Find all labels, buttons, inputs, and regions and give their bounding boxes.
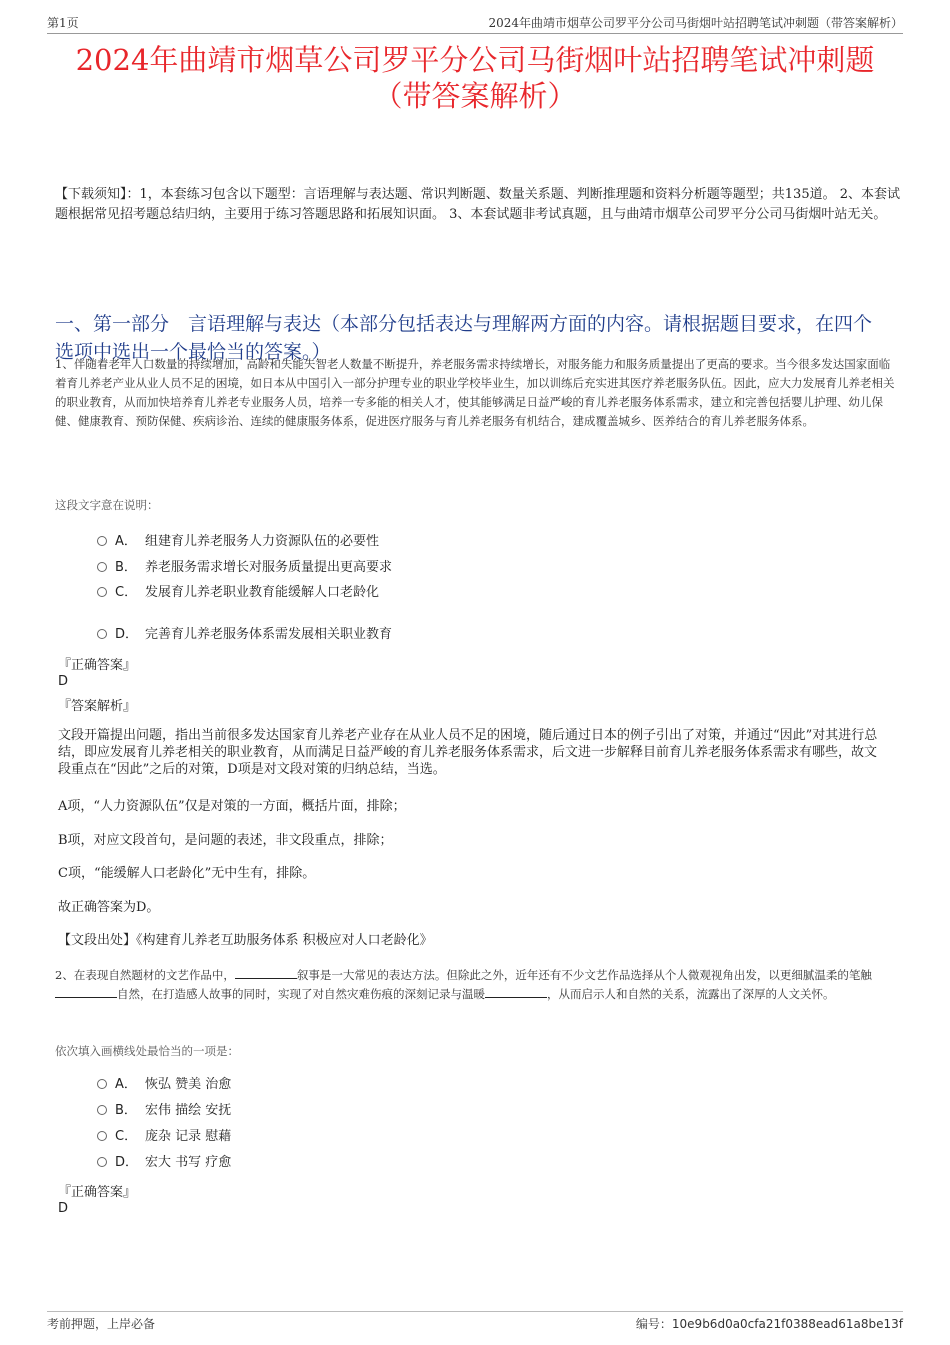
question-1-option-d[interactable]: D． 完善育儿养老服务体系需发展相关职业教育 xyxy=(97,625,392,645)
question-1-option-a[interactable]: A． 组建育儿养老服务人力资源队伍的必要性 xyxy=(97,532,379,552)
question-1-analysis: 文段开篇提出问题，指出当前很多发达国家育儿养老产业存在从业人员不足的困境，随后通过日本的例子引出了对策，并通过“因此”对其进行总结，即应发展育儿养老相关的职业教育，从而满足日益严峻的育儿养老服务体系需求，后文进一步解释目前育儿养老服务体系需求有哪些，故文段重点在“因此”之后的对策，D项是对文段对策的归纳总结，当选。 xyxy=(58,728,878,777)
footer-divider xyxy=(47,1311,903,1312)
radio-icon[interactable] xyxy=(97,629,107,639)
question-1-explain-c: C项，“能缓解人口老龄化”无中生有，排除。 xyxy=(58,866,316,881)
radio-icon[interactable] xyxy=(97,562,107,572)
question-2-option-a[interactable]: A． 恢弘 赞美 治愈 xyxy=(97,1075,231,1095)
question-2-option-c[interactable]: C． 庞杂 记录 慰藉 xyxy=(97,1127,231,1147)
title-line-2: （带答案解析） xyxy=(373,79,577,113)
question-1-option-b[interactable]: B． 养老服务需求增长对服务质量提出更高要求 xyxy=(97,558,392,578)
radio-icon[interactable] xyxy=(97,1105,107,1115)
question-2-prompt: 依次填入画横线处最恰当的一项是： xyxy=(55,1044,239,1058)
radio-icon[interactable] xyxy=(97,587,107,597)
question-1-explain-a: A项，“人力资源队伍”仅是对策的一方面，概括片面，排除； xyxy=(58,799,406,814)
question-2-option-b[interactable]: B． 宏伟 描绘 安抚 xyxy=(97,1101,231,1121)
question-1-option-c[interactable]: C． 发展育儿养老职业教育能缓解人口老龄化 xyxy=(97,583,379,603)
question-1-analysis-label: 『答案解析』 xyxy=(58,699,137,714)
footer-slogan: 考前押题，上岸必备 xyxy=(47,1317,156,1331)
question-1-stem: 1、伴随着老年人口数量的持续增加，高龄和失能失智老人数量不断提升，养老服务需求持续增长，对服务能力和服务质量提出了更高的要求。当今很多发达国家面临着育儿养老产业从业人员不足的困境，如日本从中国引入一部分护理专业的职业学校毕业生，加以训练后充实进其医疗养老服务队伍。因此，应大力发展育儿养老相关的职业教育，从而加快培养育儿养老专业服务人员，培养一专多能的相关人才，使其能够满足日益严峻的育儿养老服务体系需求，建立和完善包括婴儿护理、幼儿保健、健康教育、预防保健、疾病诊治、连续的健康服务体系，促进医疗服务与育儿养老服务有机结合，建成覆盖城乡、医养结合的育儿养老服务体系。 xyxy=(55,357,895,428)
document-title xyxy=(40,42,910,114)
question-1-prompt: 这段文字意在说明： xyxy=(55,498,159,512)
question-1-source: 【文段出处】《构建育儿养老互助服务体系 积极应对人口老龄化》 xyxy=(58,933,433,948)
header-doc-title: 2024年曲靖市烟草公司罗平分公司马街烟叶站招聘笔试冲刺题（带答案解析） xyxy=(488,16,903,30)
section-heading: 一、第一部分 言语理解与表达（本部分包括表达与理解两方面的内容。请根据题目要求，在四个选项中选出一个最恰当的答案。） xyxy=(55,313,873,363)
page-header xyxy=(47,14,903,32)
radio-icon[interactable] xyxy=(97,1079,107,1089)
question-1-conclusion: 故正确答案为D。 xyxy=(58,900,160,915)
radio-icon[interactable] xyxy=(97,1157,107,1167)
question-2-correct-label: 『正确答案』 xyxy=(58,1185,137,1200)
question-1-explain-b: B项，对应文段首句，是问题的表述，非文段重点，排除； xyxy=(58,833,393,848)
question-1-correct-label: 『正确答案』 xyxy=(58,658,137,673)
question-2-stem: 2、在表现自然题材的文艺作品中， 叙事是一大常见的表达方法。但除此之外，近年还有不少文艺作品选择从个人微观视角出发，以更细腻温柔的笔触自然，在打造感人故事的同时，实现了对自然灾难伤痕的深刻记录与温暖 ，从而启示人和自然的关系，流露出了深厚的人文关怀。 xyxy=(55,968,872,1001)
radio-icon[interactable] xyxy=(97,1131,107,1141)
question-2-option-d[interactable]: D． 宏大 书写 疗愈 xyxy=(97,1153,231,1173)
fill-blank-1 xyxy=(235,966,297,979)
question-1-correct-answer: D xyxy=(58,674,69,689)
fill-blank-2 xyxy=(55,985,117,998)
radio-icon[interactable] xyxy=(97,536,107,546)
page-number: 第1页 xyxy=(47,16,79,30)
question-2-correct-answer: D xyxy=(58,1201,69,1216)
download-notice: 【下载须知】：1，本套练习包含以下题型：言语理解与表达题、常识判断题、数量关系题、判断推理题和资料分析题等题型；共135道。 2、本套试题根据常见招考题总结归纳，主要用于练习答题思路和拓展知识面。 3、本套试题非考试真题，且与曲靖市烟草公司罗平分公司马街烟叶站无关。 xyxy=(55,187,900,222)
title-line-1: 2024年曲靖市烟草公司罗平分公司马街烟叶站招聘笔试冲刺题 xyxy=(75,43,875,77)
footer-code: 编号：10e9b6d0a0cfa21f0388ead61a8be13f xyxy=(635,1317,903,1331)
fill-blank-3 xyxy=(485,985,547,998)
header-divider xyxy=(47,33,903,34)
